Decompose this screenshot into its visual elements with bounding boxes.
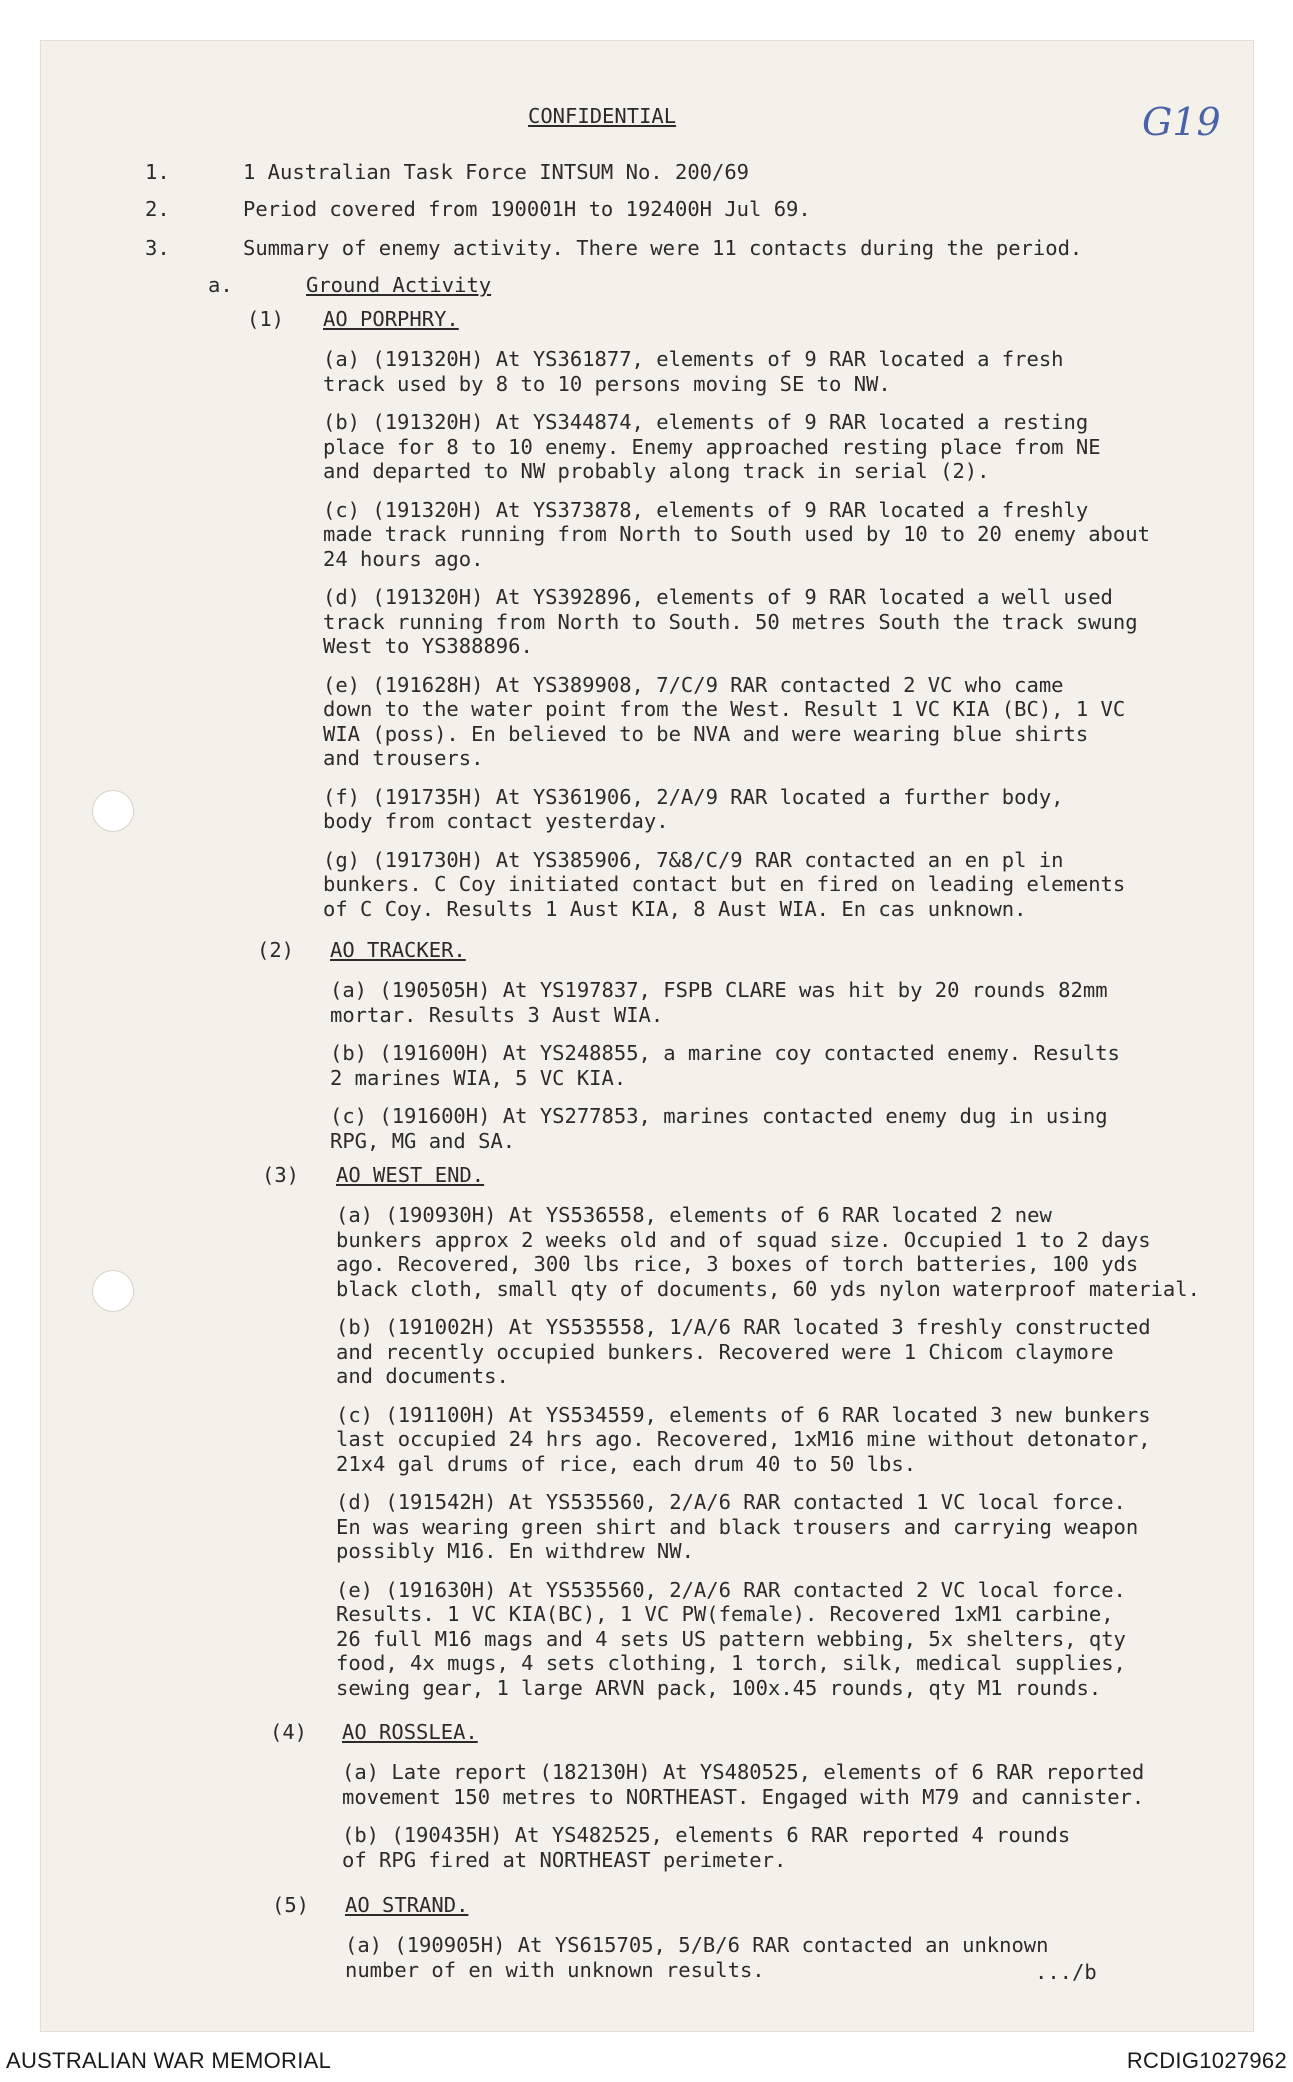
intro-text: Period covered from 190001H to 192400H Jul 69. bbox=[243, 197, 811, 221]
report-line: bunkers. C Coy initiated contact but en fired on leading elements bbox=[323, 872, 1126, 896]
report-line: WIA (poss). En believed to be NVA and were wearing blue shirts bbox=[323, 721, 1089, 746]
report-line: 24 hours ago. bbox=[323, 546, 484, 571]
area-number: (5) bbox=[272, 1893, 310, 1917]
report-line: food, 4x mugs, 4 sets clothing, 1 torch, silk, medical supplies, bbox=[336, 1651, 1126, 1675]
report-line: (a) (190930H) At YS536558, elements of 6 RAR located 2 new bbox=[336, 1203, 1052, 1227]
report-line: of RPG fired at NORTHEAST perimeter. bbox=[342, 1847, 787, 1872]
report-line: (c) (191100H) At YS534559, elements of 6 RAR located 3 new bunkers bbox=[336, 1402, 1151, 1427]
area-number: (2) bbox=[257, 938, 295, 962]
classification-heading: CONFIDENTIAL bbox=[528, 104, 677, 128]
area-title: AO PORPHRY. bbox=[323, 307, 459, 331]
report-line: made track running from North to South used by 10 to 20 enemy about bbox=[323, 522, 1150, 546]
area-title: AO ROSSLEA. bbox=[342, 1720, 478, 1744]
report-line: and documents. bbox=[336, 1364, 509, 1388]
report-line: possibly M16. En withdrew NW. bbox=[336, 1539, 694, 1563]
report-line: (a) (190505H) At YS197837, FSPB CLARE was hit by 20 rounds 82mm bbox=[330, 978, 1108, 1002]
report-line: En was wearing green shirt and black trousers and carrying weapon bbox=[336, 1514, 1139, 1539]
document-page bbox=[40, 40, 1254, 2032]
report-line: (d) (191320H) At YS392896, elements of 9 RAR located a well used bbox=[323, 585, 1113, 609]
continuation-mark: .../b bbox=[1035, 1960, 1097, 1984]
report-line: ago. Recovered, 300 lbs rice, 3 boxes of torch batteries, 100 yds bbox=[336, 1252, 1139, 1276]
report-line: (b) (191320H) At YS344874, elements of 9 RAR located a resting bbox=[323, 410, 1089, 434]
section-letter: a. bbox=[208, 273, 233, 297]
intro-text: Summary of enemy activity. There were 11 contacts during the period. bbox=[243, 236, 1083, 260]
report-line: and recently occupied bunkers. Recovered were 1 Chicom claymore bbox=[336, 1339, 1114, 1364]
report-line: (b) (190435H) At YS482525, elements 6 RAR reported 4 rounds bbox=[342, 1823, 1071, 1847]
intro-number: 1. bbox=[145, 160, 170, 184]
intro-number: 3. bbox=[145, 236, 170, 260]
report-line: (e) (191630H) At YS535560, 2/A/6 RAR contacted 2 VC local force. bbox=[336, 1577, 1126, 1602]
report-line: last occupied 24 hrs ago. Recovered, 1xM16 mine without detonator, bbox=[336, 1427, 1151, 1451]
intro-text: 1 Australian Task Force INTSUM No. 200/69 bbox=[243, 160, 750, 184]
report-line: track used by 8 to 10 persons moving SE to NW. bbox=[323, 371, 891, 396]
report-line: down to the water point from the West. Result 1 VC KIA (BC), 1 VC bbox=[323, 697, 1126, 721]
report-line: number of en with unknown results. bbox=[345, 1957, 765, 1982]
report-line: (b) (191002H) At YS535558, 1/A/6 RAR located 3 freshly constructed bbox=[336, 1315, 1151, 1339]
area-title: AO STRAND. bbox=[345, 1893, 469, 1917]
report-line: (f) (191735H) At YS361906, 2/A/9 RAR located a further body, bbox=[323, 784, 1064, 809]
report-line: of C Coy. Results 1 Aust KIA, 8 Aust WIA. En cas unknown. bbox=[323, 896, 1027, 921]
report-line: (c) (191320H) At YS373878, elements of 9 RAR located a freshly bbox=[323, 497, 1089, 522]
area-number: (3) bbox=[262, 1163, 300, 1187]
report-line: bunkers approx 2 weeks old and of squad size. Occupied 1 to 2 days bbox=[336, 1227, 1151, 1252]
report-line: 21x4 gal drums of rice, each drum 40 to 50 lbs. bbox=[336, 1451, 917, 1476]
report-line: West to YS388896. bbox=[323, 634, 533, 658]
area-number: (4) bbox=[270, 1720, 308, 1744]
report-line: movement 150 metres to NORTHEAST. Engaged with M79 and cannister. bbox=[342, 1784, 1145, 1809]
report-line: (a) (190905H) At YS615705, 5/B/6 RAR contacted an unknown bbox=[345, 1933, 1049, 1957]
report-line: 26 full M16 mags and 4 sets US pattern webbing, 5x shelters, qty bbox=[336, 1626, 1126, 1651]
report-line: (g) (191730H) At YS385906, 7&8/C/9 RAR contacted an en pl in bbox=[323, 847, 1064, 872]
report-line: and trousers. bbox=[323, 746, 484, 770]
footer-archive-name: AUSTRALIAN WAR MEMORIAL bbox=[6, 2048, 332, 2073]
report-line: body from contact yesterday. bbox=[323, 809, 669, 833]
report-line: (e) (191628H) At YS389908, 7/C/9 RAR contacted 2 VC who came bbox=[323, 672, 1064, 697]
report-line: RPG, MG and SA. bbox=[330, 1128, 516, 1153]
report-line: (a) (191320H) At YS361877, elements of 9 RAR located a fresh bbox=[323, 347, 1064, 371]
section-title: Ground Activity bbox=[306, 273, 492, 297]
area-title: AO TRACKER. bbox=[330, 938, 466, 962]
report-line: (d) (191542H) At YS535560, 2/A/6 RAR contacted 1 VC local force. bbox=[336, 1490, 1126, 1514]
report-line: place for 8 to 10 enemy. Enemy approached resting place from NE bbox=[323, 434, 1101, 459]
report-line: and departed to NW probably along track in serial (2). bbox=[323, 459, 990, 483]
report-line: (c) (191600H) At YS277853, marines contacted enemy dug in using bbox=[330, 1104, 1108, 1128]
punch-hole-bottom bbox=[92, 1270, 134, 1312]
intro-number: 2. bbox=[145, 197, 170, 221]
report-line: sewing gear, 1 large ARVN pack, 100x.45 rounds, qty M1 rounds. bbox=[336, 1675, 1102, 1700]
report-line: Results. 1 VC KIA(BC), 1 VC PW(female). Recovered 1xM1 carbine, bbox=[336, 1602, 1114, 1626]
report-line: black cloth, small qty of documents, 60 yds nylon waterproof material. bbox=[336, 1276, 1200, 1301]
area-number: (1) bbox=[247, 307, 285, 331]
report-line: 2 marines WIA, 5 VC KIA. bbox=[330, 1065, 627, 1090]
area-title: AO WEST END. bbox=[336, 1163, 485, 1187]
report-line: mortar. Results 3 Aust WIA. bbox=[330, 1002, 664, 1027]
report-line: (b) (191600H) At YS248855, a marine coy contacted enemy. Results bbox=[330, 1041, 1120, 1065]
footer-record-id: RCDIG1027962 bbox=[1126, 2048, 1287, 2073]
handwritten-reference: G19 bbox=[1142, 100, 1221, 144]
report-line: (a) Late report (182130H) At YS480525, elements of 6 RAR reported bbox=[342, 1760, 1145, 1784]
punch-hole-top bbox=[92, 790, 134, 832]
report-line: track running from North to South. 50 metres South the track swung bbox=[323, 609, 1138, 634]
